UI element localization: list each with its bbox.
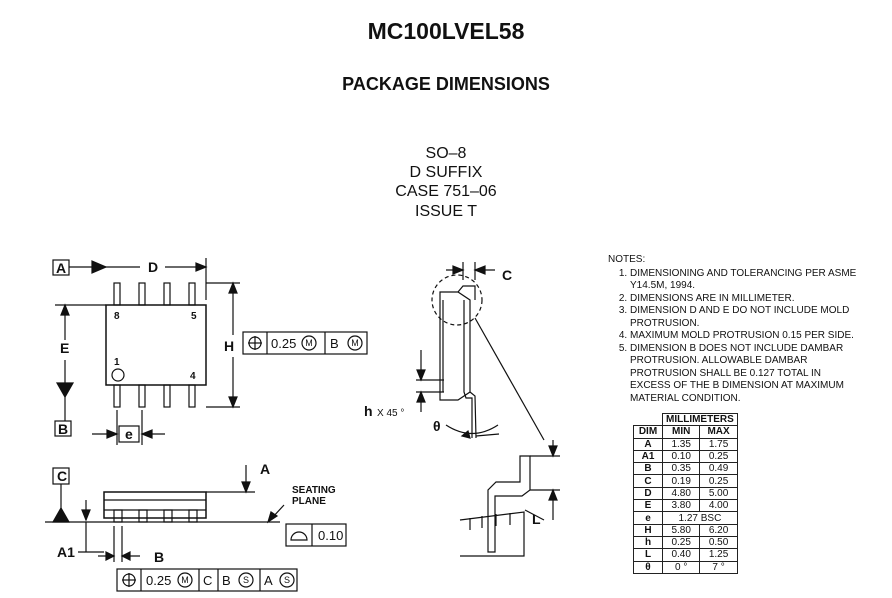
cell-dim: E (634, 500, 663, 512)
package-body-end-view (440, 292, 470, 400)
dim-h-small-label: h (364, 403, 373, 419)
datum-c-label: C (57, 468, 68, 484)
cell-min: 1.35 (663, 438, 700, 450)
datum-b-arrow (57, 383, 73, 397)
top-leads (114, 283, 195, 305)
col-header: DIM (634, 426, 663, 438)
fcf-bottom-d3: A (264, 573, 273, 588)
fcf-bottom-mod: M (181, 575, 189, 585)
pin-4-label: 4 (190, 371, 196, 382)
cell-max: 1.25 (700, 549, 737, 561)
fcf-bottom-d2-mod: S (242, 575, 250, 585)
fcf-top-datum-mod: M (351, 338, 359, 348)
package-name: SO–8 (425, 145, 467, 162)
col-header: MIN (663, 426, 700, 438)
col-header: MAX (700, 426, 737, 438)
side-leads (114, 510, 197, 522)
cell-dim: e (634, 512, 663, 524)
dim-l-label: L (532, 511, 541, 527)
cell-min: 0.10 (663, 450, 700, 462)
notes-heading: NOTES: (608, 254, 646, 265)
cell-dim: θ (634, 561, 663, 573)
cell-dim: h (634, 536, 663, 548)
datum-a-label: A (56, 260, 67, 276)
dim-d-label: D (148, 259, 159, 275)
cell-min: 0.19 (663, 475, 700, 487)
cell-max: 4.00 (700, 500, 737, 512)
table-group-header: MILLIMETERS (663, 414, 738, 426)
cell-max: 0.25 (700, 475, 737, 487)
cell-max: 5.00 (700, 487, 737, 499)
cell-min: 0 ° (663, 561, 700, 573)
dim-a-label: A (260, 461, 271, 477)
cell-min: 0.35 (663, 463, 700, 475)
cell-max: 1.75 (700, 438, 737, 450)
fcf-top-datum: B (330, 336, 339, 351)
note-item: 2. DIMENSIONS ARE IN MILLIMETER. (630, 293, 863, 306)
theta-label: θ (433, 418, 441, 434)
pin-1-label: 1 (114, 357, 120, 368)
cell-dim: C (634, 475, 663, 487)
page-subtitle: PACKAGE DIMENSIONS (342, 74, 550, 94)
cell-dim: A1 (634, 450, 663, 462)
dim-a1-label: A1 (57, 544, 75, 560)
datum-c-arrow (53, 508, 69, 522)
datum-b-label: B (58, 421, 69, 437)
fcf-top-mod: M (305, 338, 313, 348)
cell-max: 0.25 (700, 450, 737, 462)
note-item: 1. DIMENSIONING AND TOLERANCING PER ASME Y14.5M, 1994. (630, 268, 863, 293)
cell-min: 4.80 (663, 487, 700, 499)
datum-a-arrow (92, 261, 106, 273)
cell-dim: H (634, 524, 663, 536)
pin-8-label: 8 (114, 311, 120, 322)
bottom-leads (114, 385, 195, 407)
pin-1-marker (112, 369, 124, 381)
note-item: 5. DIMENSION B DOES NOT INCLUDE DAMBAR PROTRUSION. ALLOWABLE DAMBAR PROTRUSION SHALL BE 0.127 TOTAL IN EXCESS OF THE B DIMENSION AT MAXIMUM MATERIAL CONDITION. (630, 343, 863, 406)
dim-b-label: B (154, 549, 165, 565)
cell-min: 0.25 (663, 536, 700, 548)
fcf-bottom-tol: 0.25 (146, 573, 172, 588)
cell-dim: D (634, 487, 663, 499)
seating-plane-label-1: SEATING (292, 485, 336, 496)
cell-dim: B (634, 463, 663, 475)
cell-dim: A (634, 438, 663, 450)
page-title: MC100LVEL58 (367, 18, 525, 44)
package-suffix: D SUFFIX (409, 164, 483, 181)
package-case: CASE 751–06 (395, 183, 497, 200)
cell-bsc: 1.27 BSC (663, 512, 738, 524)
note-item: 3. DIMENSION D AND E DO NOT INCLUDE MOLD PROTRUSION. (630, 305, 863, 330)
fcf-flat-tol: 0.10 (318, 528, 344, 543)
note-item: 4. MAXIMUM MOLD PROTRUSION 0.15 PER SIDE. (630, 330, 863, 343)
cell-dim: L (634, 549, 663, 561)
dim-c-label: C (502, 267, 513, 283)
fcf-bottom-d3-mod: S (283, 575, 291, 585)
cell-min: 3.80 (663, 500, 700, 512)
cell-max: 7 ° (700, 561, 737, 573)
dim-h-label: H (224, 338, 235, 354)
pin-5-label: 5 (191, 311, 197, 322)
fcf-bottom-d1: C (203, 573, 213, 588)
cell-min: 0.40 (663, 549, 700, 561)
package-body-side-view (104, 492, 206, 518)
dim-e-label: E (60, 340, 70, 356)
package-issue: ISSUE T (415, 203, 477, 220)
cell-max: 0.49 (700, 463, 737, 475)
cell-max: 6.20 (700, 524, 737, 536)
chamfer-suffix: X 45 ° (377, 408, 405, 419)
cell-max: 0.50 (700, 536, 737, 548)
dim-e-small-label: e (125, 426, 133, 442)
seating-plane-label-2: PLANE (292, 496, 326, 507)
cell-min: 5.80 (663, 524, 700, 536)
fcf-top-tol: 0.25 (271, 336, 297, 351)
fcf-bottom-d2: B (222, 573, 231, 588)
